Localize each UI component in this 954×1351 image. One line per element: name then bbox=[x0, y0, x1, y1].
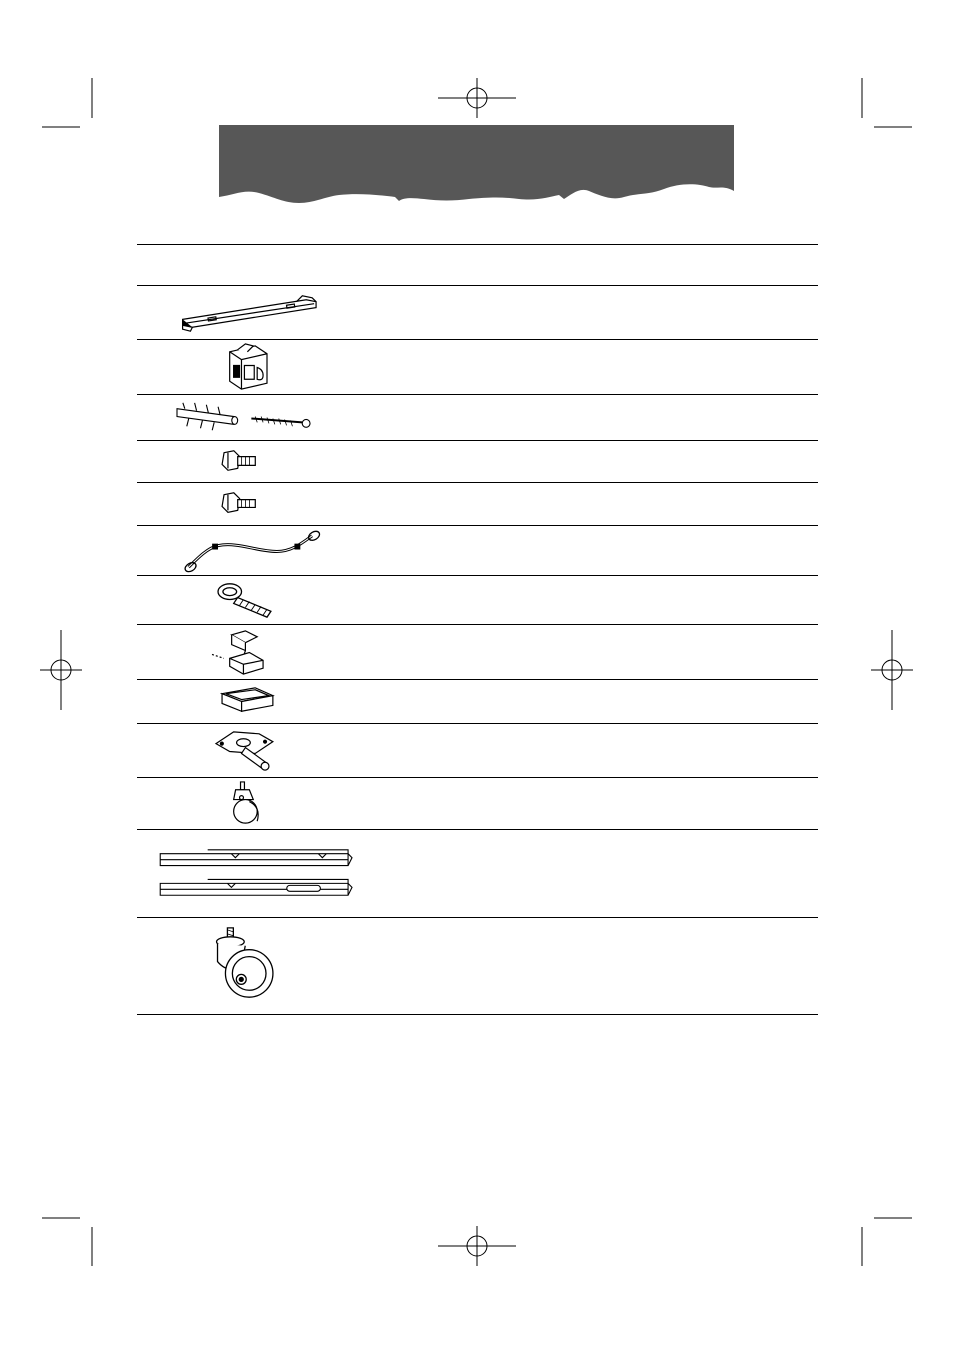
part-row bbox=[137, 340, 818, 395]
part-description bbox=[397, 576, 818, 632]
parts-list-header bbox=[137, 244, 818, 286]
registration-crosshair-bottom bbox=[438, 1226, 516, 1266]
part-row bbox=[137, 625, 818, 680]
safety-cable-icon bbox=[137, 526, 397, 575]
part-row bbox=[137, 778, 818, 830]
parts-list bbox=[137, 244, 818, 1015]
part-row bbox=[137, 483, 818, 526]
registration-crosshair-left bbox=[40, 630, 82, 710]
hex-bolt-icon bbox=[137, 441, 397, 482]
part-description bbox=[397, 830, 818, 925]
page-banner bbox=[219, 125, 734, 205]
part-row bbox=[137, 441, 818, 483]
hex-bolt-icon bbox=[137, 483, 397, 525]
part-description bbox=[397, 918, 818, 1022]
part-row bbox=[137, 830, 818, 918]
part-description bbox=[397, 526, 818, 583]
clip-bracket-icon bbox=[137, 340, 397, 394]
part-row bbox=[137, 286, 818, 340]
mounting-plate-icon bbox=[137, 724, 397, 777]
part-row bbox=[137, 576, 818, 625]
part-row bbox=[137, 724, 818, 778]
wall-bracket-icon bbox=[137, 286, 397, 339]
large-caster-wheel-icon bbox=[137, 918, 397, 1014]
registration-crosshair-top bbox=[438, 78, 516, 118]
wall-plug-and-screw-icon bbox=[137, 395, 397, 440]
registration-crosshair-right bbox=[871, 630, 913, 710]
part-description bbox=[397, 724, 818, 785]
small-caster-icon bbox=[137, 778, 397, 829]
cable-clamp-icon bbox=[137, 625, 397, 679]
part-description bbox=[397, 778, 818, 837]
part-row bbox=[137, 918, 818, 1015]
part-row bbox=[137, 526, 818, 576]
part-row bbox=[137, 395, 818, 441]
part-description bbox=[397, 340, 818, 402]
part-description bbox=[397, 286, 818, 347]
part-row bbox=[137, 680, 818, 724]
eye-bolt-icon bbox=[137, 576, 397, 624]
part-description bbox=[397, 625, 818, 687]
extension-rail-icon bbox=[137, 830, 397, 917]
tray-icon bbox=[137, 680, 397, 723]
